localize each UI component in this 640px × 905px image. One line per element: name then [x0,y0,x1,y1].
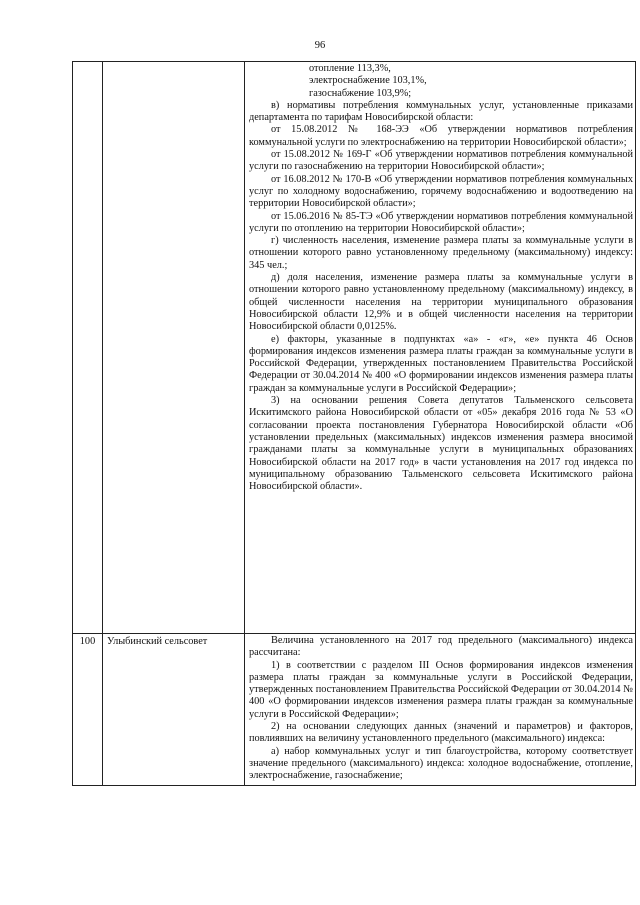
municipality-name [103,62,245,634]
paragraph: от 15.08.2012 № 168-ЭЭ «Об утверждении нормативов потребления коммунальной услуги по электроснабжению на территории Новосибирской области»; [249,124,633,148]
paragraph: 1) в соответствии с разделом III Основ формирования индексов изменения размера платы граждан за коммунальные услуги в Российской Федерации, утвержденных постановлением Правительства Российской Федерации от 30.04.2014 № 400 «О формировании индексов изменения размера платы граждан за коммунальные услуги в Российской Федерации»; [249,659,633,720]
list-item: отопление 113,3%, [309,63,391,74]
paragraph: г) численность населения, изменение размера платы за коммунальные услуги в отношении которого равно установленному предельному (максимальному) индексу: 345 чел.; [249,235,633,271]
table-row [73,634,636,786]
paragraph: е) факторы, указанные в подпунктах «а» - «г», «е» пункта 46 Основ формирования индексов изменения размера платы граждан за коммунальные услуги в Российской Федерации, утвержденных постановлением Правительства Российской Федерации от 30.04.2014 № 400 «О формировании индексов изменения размера платы граждан за коммунальные услуги в Российской Федерации»; [249,333,633,394]
paragraph: от 15.08.2012 № 169-Г «Об утверждении нормативов потребления коммунальной услуги по газоснабжению на территории Новосибирской области»; [249,149,633,173]
paragraph: Величина установленного на 2017 год предельного (максимального) индекса рассчитана: [249,635,633,659]
row-text [245,634,636,786]
list-item: газоснабжение 103,9%; [309,87,412,99]
row-text [245,62,636,634]
page-number: 96 [314,40,326,51]
paragraph: от 16.08.2012 № 170-В «Об утверждении нормативов потребления коммунальных услуг по холодному водоснабжению, горячему водоснабжению и водоотведению на территории Новосибирской области»; [249,173,633,210]
paragraph: 2) на основании следующих данных (значений и параметров) и факторов, повлиявших на величину установленного предельного (максимального) индекса: [249,721,633,745]
paragraph: 3) на основании решения Совета депутатов Тальменского сельсовета Искитимского района Новосибирской области от «05» декабря 2016 года № 53 «О согласовании проекта постановления Губернатора Новосибирской области «Об установлении предельных (максимальных) индексов изменения размера вносимой гражданами платы за коммунальные услуги в муниципальных образованиях Новосибирской области на 2017 год» в части установления на 2017 год индекса по муниципальному образованию Тальменского сельсовета Искитимского района Новосибирской области». [249,395,633,493]
paragraph: от 15.06.2016 № 85-ТЭ «Об утверждении нормативов потребления коммунальной услуги по отоплению на территории Новосибирской области»; [249,210,633,234]
table-row [73,62,636,634]
paragraph: в) нормативы потребления коммунальных услуг, установленные приказами департамента по тарифам Новосибирской области: [249,99,633,124]
municipality-name: Улыбинский сельсовет [103,634,245,786]
row-number: 100 [73,634,103,786]
paragraph: а) набор коммунальных услуг и тип благоустройства, которому соответствует значение предельного (максимального) индекса: холодное водоснабжение, отопление, электроснабжение, газоснабжение; [249,745,633,782]
paragraph: д) доля населения, изменение размера платы за коммунальные услуги в отношении которого равно установленному предельному (максимальному) индексу, в общей численности населения на территории муниципального образования Новосибирской области 12,9% и в общей численности населения на территории Новосибирской области 0,0125%. [249,272,633,333]
document-table [72,61,636,786]
row-number [73,62,103,634]
list-item: электроснабжение 103,1%, [309,75,427,87]
